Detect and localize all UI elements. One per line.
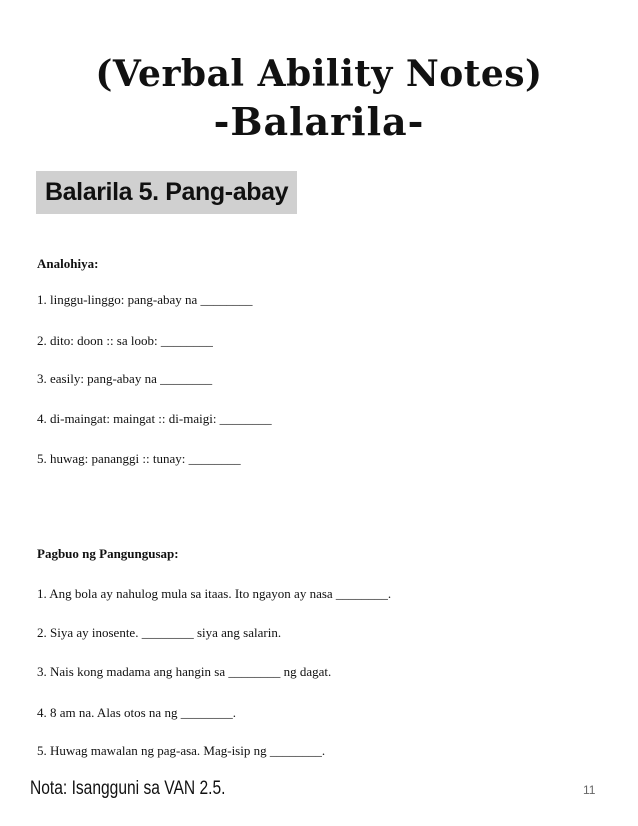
section-banner: Balarila 5. Pang-abay	[36, 171, 297, 214]
pagbuo-item: 3. Nais kong madama ang hangin sa ________ ng dagat.	[37, 664, 332, 679]
analohiya-heading: Analohiya:	[37, 256, 99, 271]
pagbuo-heading: Pagbuo ng Pangungusap:	[37, 546, 179, 561]
analohiya-item: 5. huwag: pananggi :: tunay: ________	[37, 451, 241, 466]
analohiya-item: 2. dito: doon :: sa loob: ________	[37, 333, 213, 348]
page-subtitle: -Balarila-	[213, 99, 425, 144]
page-number: 11	[583, 783, 596, 797]
pagbuo-item: 5. Huwag mawalan ng pag-asa. Mag-isip ng ________.	[37, 743, 326, 758]
pagbuo-item: 1. Ang bola ay nahulog mula sa itaas. Ito ngayon ay nasa ________.	[37, 586, 392, 601]
pagbuo-item: 4. 8 am na. Alas otos na ng ________.	[37, 705, 236, 720]
analohiya-item: 1. linggu-linggo: pang-abay na ________	[37, 292, 253, 307]
footer-note: Nota: Isangguni sa VAN 2.5.	[30, 778, 226, 799]
pagbuo-item: 2. Siya ay inosente. ________ siya ang salarin.	[37, 625, 282, 640]
page-title: (Verbal Ability Notes)	[95, 53, 543, 95]
analohiya-item: 4. di-maingat: maingat :: di-maigi: ________	[37, 411, 272, 426]
analohiya-item: 3. easily: pang-abay na ________	[37, 371, 213, 386]
